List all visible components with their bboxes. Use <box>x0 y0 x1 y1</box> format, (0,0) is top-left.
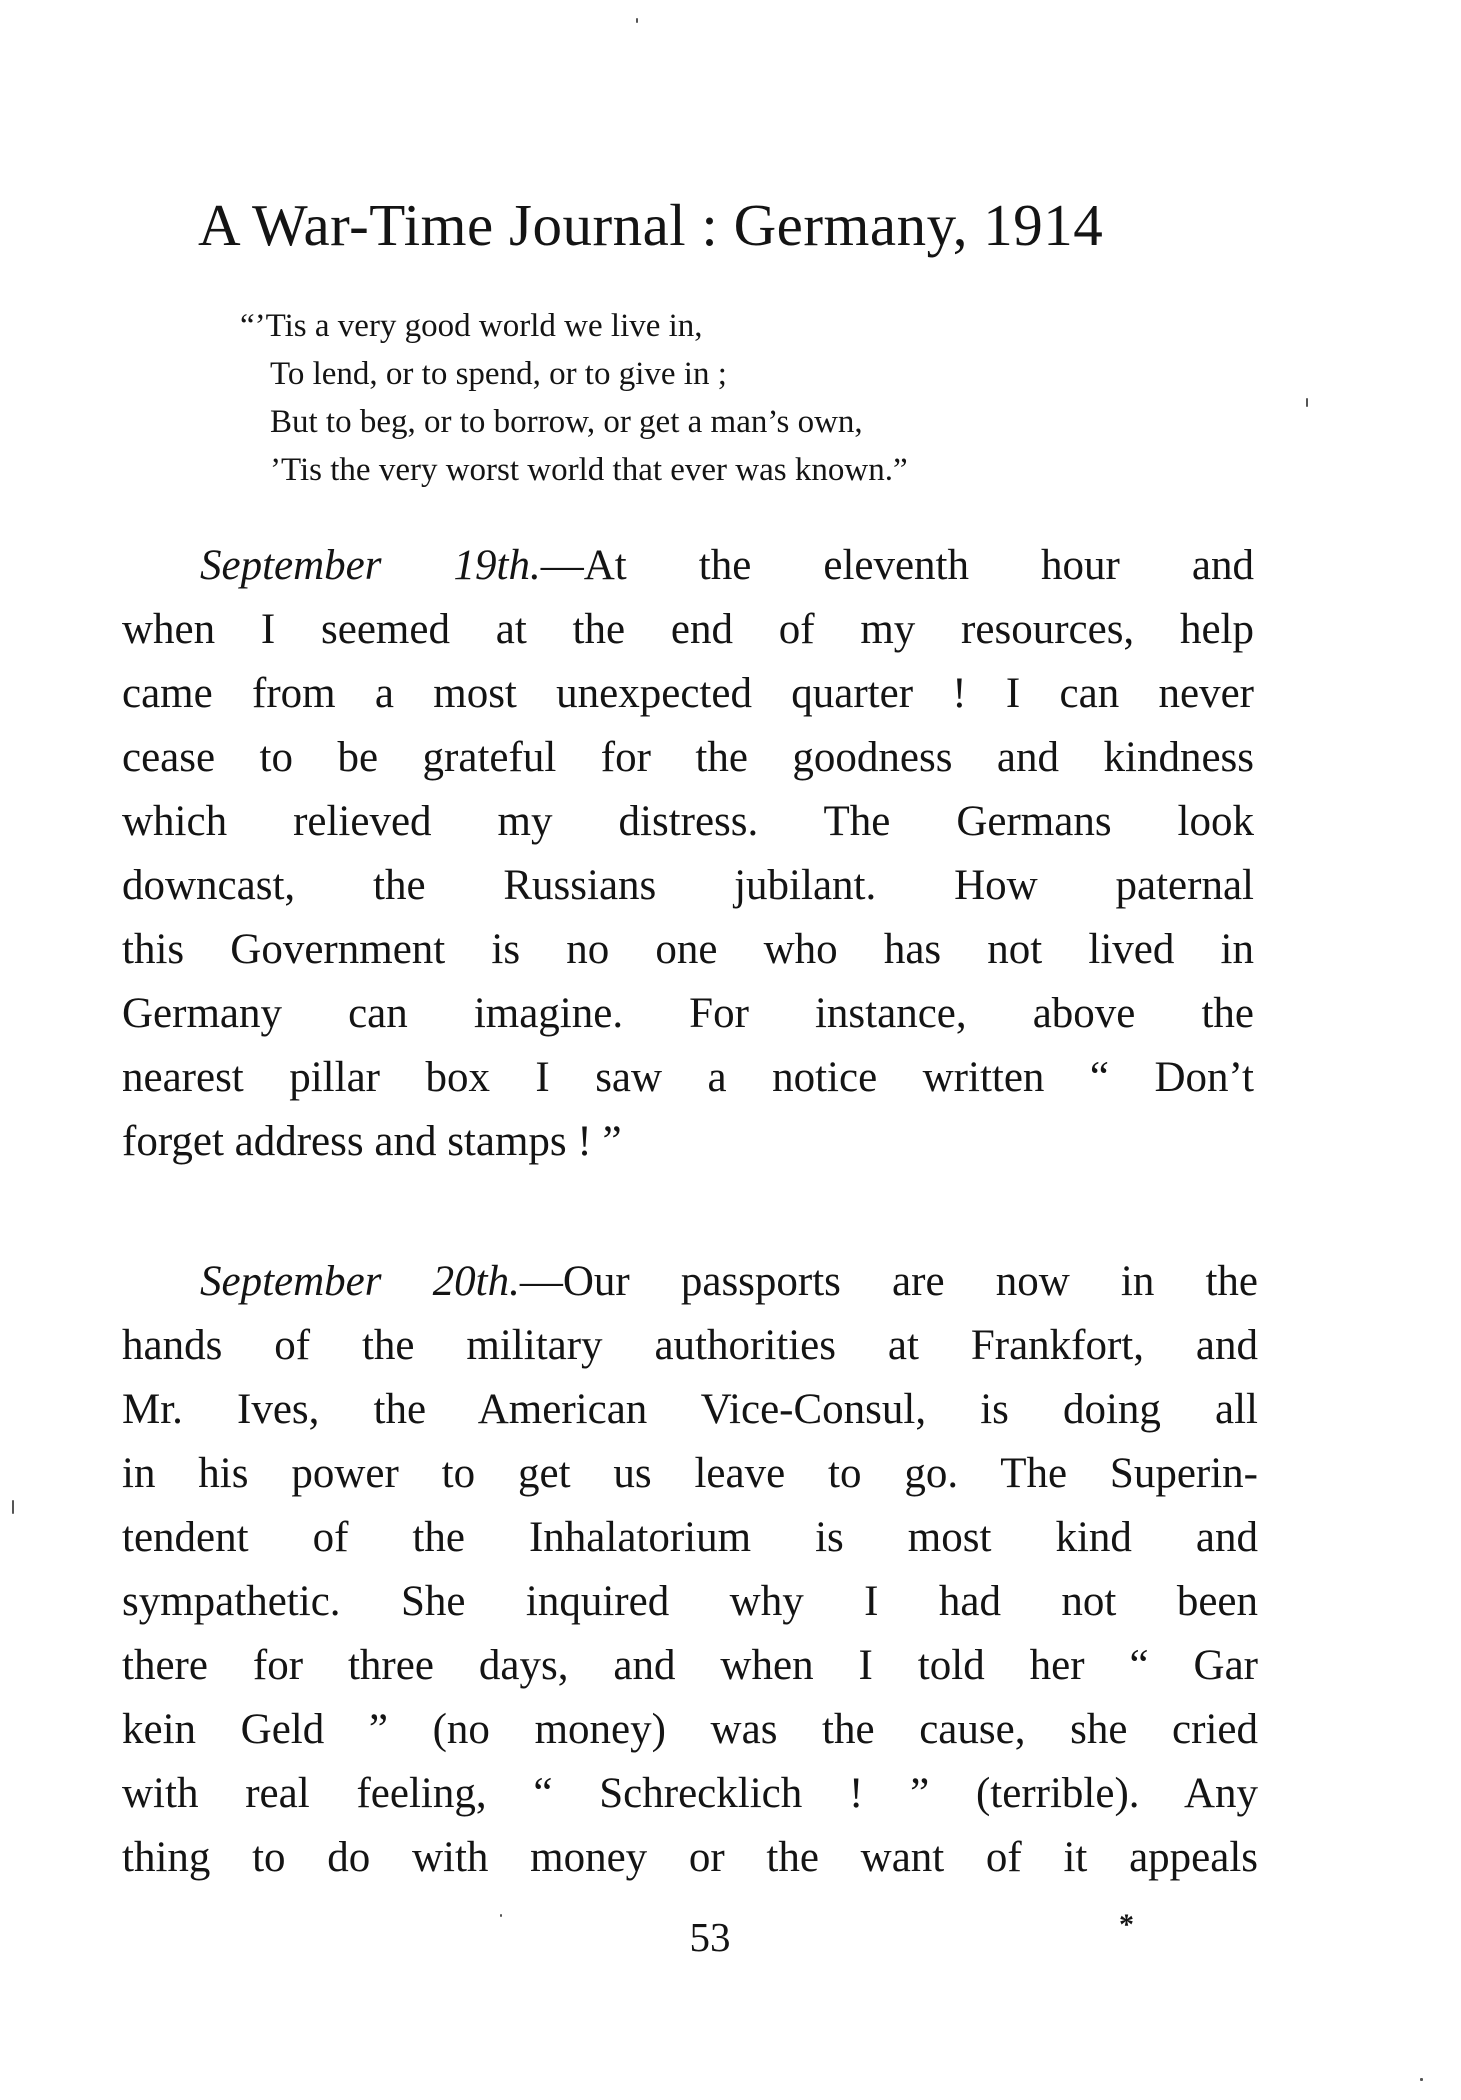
entry-line: downcast, the Russians jubilant. How paternal <box>122 862 1254 909</box>
epigraph-line: But to beg, or to borrow, or get a man’s own, <box>270 404 863 440</box>
entry-line: kein Geld ” (no money) was the cause, she cried <box>122 1706 1258 1753</box>
entry-date: September 20th. <box>200 1258 520 1305</box>
entry-line: came from a most unexpected quarter ! I can never <box>122 670 1254 717</box>
epigraph-verse <box>240 302 908 494</box>
entry-line <box>122 534 1254 598</box>
entry-text: —At the eleventh hour and <box>540 542 1254 589</box>
entry-line: nearest pillar box I saw a notice written “ Don’t <box>122 1054 1254 1101</box>
ink-speck <box>636 18 638 23</box>
entry-line: thing to do with money or the want of it appeals <box>122 1834 1258 1881</box>
epigraph-line: “’Tis a very good world we live in, <box>240 308 703 344</box>
entry-line: hands of the military authorities at Frankfort, and <box>122 1322 1258 1369</box>
entry-line: Mr. Ives, the American Vice-Consul, is doing all <box>122 1386 1258 1433</box>
page-number: 53 <box>689 1914 731 1960</box>
entry-line: forget address and stamps ! ” <box>122 1118 622 1165</box>
ink-speck <box>1306 398 1308 407</box>
ink-speck <box>1420 2078 1423 2081</box>
entry-line: sympathetic. She inquired why I had not been <box>122 1578 1258 1625</box>
signature-mark: * <box>1119 1908 1134 1941</box>
entry-line: which relieved my distress. The Germans look <box>122 798 1254 845</box>
entry-line: with real feeling, “ Schrecklich ! ” (terrible). Any <box>122 1770 1258 1817</box>
journal-entry-september-20 <box>122 1250 1258 1890</box>
entry-line: in his power to get us leave to go. The Superin- <box>122 1450 1258 1497</box>
entry-line <box>122 1250 1258 1314</box>
page-title: A War-Time Journal : Germany, 1914 <box>198 192 1104 258</box>
journal-entry-september-19 <box>122 534 1254 1174</box>
entry-line: tendent of the Inhalatorium is most kind and <box>122 1514 1258 1561</box>
entry-date: September 19th. <box>200 542 541 589</box>
entry-line: cease to be grateful for the goodness and kindness <box>122 734 1254 781</box>
entry-line: when I seemed at the end of my resources, help <box>122 606 1254 653</box>
epigraph-line: ’Tis the very worst world that ever was known.” <box>270 452 908 488</box>
entry-line: Germany can imagine. For instance, above the <box>122 990 1254 1037</box>
entry-text: —Our passports are now in the <box>519 1258 1259 1305</box>
ink-speck <box>12 1500 14 1514</box>
entry-line: this Government is no one who has not lived in <box>122 926 1254 973</box>
entry-line: there for three days, and when I told her “ Gar <box>122 1642 1258 1689</box>
epigraph-line: To lend, or to spend, or to give in ; <box>270 356 727 392</box>
ink-speck <box>500 1914 502 1917</box>
